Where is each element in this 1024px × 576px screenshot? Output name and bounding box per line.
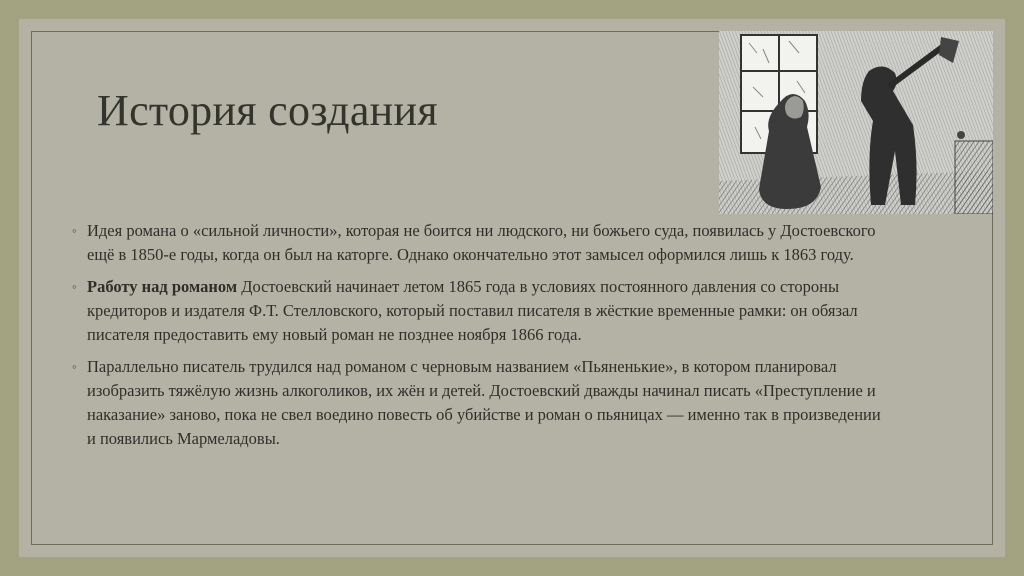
illustration-image bbox=[719, 31, 993, 214]
bullet-marker: ◦ bbox=[72, 223, 77, 238]
bullet-text-3: Параллельно писатель трудился над романом с черновым названием «Пьяненькие», в котором планировал изобразить тяжёлую жизнь алкоголиков, их жён и детей. Достоевский дважды начинал писать «Преступление и наказание» заново, пока не свел воедино повесть об убийстве и роман о пьяницах — именно так в произведении и появились Мармеладовы. bbox=[87, 357, 881, 448]
bullet-marker: ◦ bbox=[72, 279, 77, 294]
bullet-lead-2: Работу над романом bbox=[87, 277, 238, 296]
bullet-item-3 bbox=[72, 355, 887, 451]
bullet-text-1: Идея романа о «сильной личности», которая не боится ни людского, ни божьего суда, появилась у Достоевского ещё в 1850-е годы, когда он был на каторге. Однако окончательно этот замысел оформился лишь к 1863 году. bbox=[87, 221, 876, 264]
bullet-item-2 bbox=[72, 275, 887, 347]
bullet-item-1 bbox=[72, 219, 887, 267]
bullet-text-2: Достоевский начинает летом 1865 года в условиях постоянного давления со стороны кредиторов и издателя Ф.Т. Стелловского, который поставил писателя в жёсткие временные рамки: он обязал писателя предоставить ему новый роман не позднее ноября 1866 года. bbox=[87, 277, 858, 344]
slide-title: История создания bbox=[97, 86, 438, 135]
bullet-marker: ◦ bbox=[72, 359, 77, 374]
bullet-list bbox=[72, 219, 887, 459]
slide bbox=[19, 19, 1005, 557]
